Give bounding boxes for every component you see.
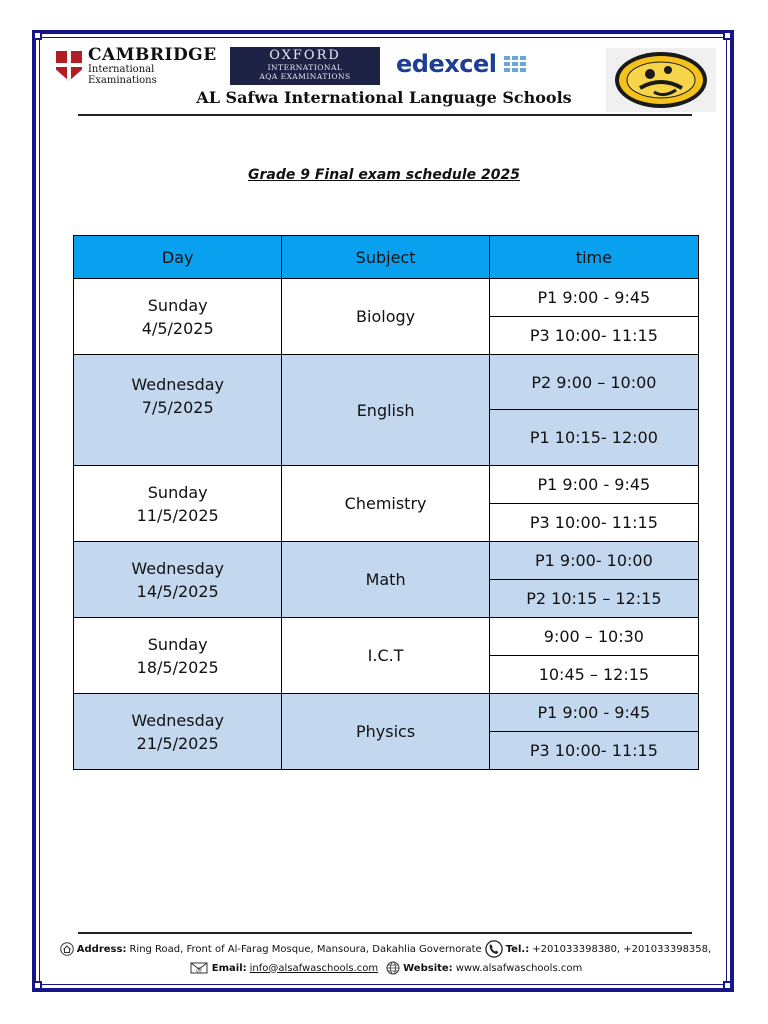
table-row [74, 355, 699, 410]
day-name: Sunday [147, 482, 208, 502]
time-cell: P1 9:00- 10:00 [489, 542, 698, 580]
day-name: Sunday [147, 295, 208, 315]
subject-cell: English [282, 355, 489, 466]
day-cell [74, 466, 282, 542]
oxford-logo-main: OXFORD [269, 48, 341, 63]
header-divider [78, 114, 692, 116]
time-cell: 9:00 – 10:30 [489, 618, 698, 656]
cambridge-logo-sub: International Examinations [87, 64, 157, 86]
day-date: 18/5/2025 [136, 657, 219, 677]
website-link[interactable]: www.alsafwaschools.com [455, 962, 583, 974]
table-row [74, 618, 699, 656]
day-cell [74, 694, 282, 770]
day-date: 14/5/2025 [136, 581, 219, 601]
page-title: Grade 9 Final exam schedule 2025 [248, 167, 520, 183]
day-name: Wednesday [131, 375, 225, 394]
edexcel-dots-icon [504, 56, 526, 72]
border-corner [33, 31, 42, 40]
school-name: AL Safwa International Language Schools [196, 88, 572, 107]
day-cell [74, 279, 282, 355]
address-label: Address: [76, 943, 127, 955]
email-label: Email: [211, 962, 247, 974]
column-header-day: Day [74, 236, 282, 279]
edexcel-logo-word: edexcel [396, 50, 497, 78]
oxford-logo-sub2: AQA EXAMINATIONS [259, 72, 351, 81]
day-date: 4/5/2025 [141, 318, 214, 338]
time-cell: P1 9:00 - 9:45 [489, 279, 698, 317]
time-cell: P3 10:00- 11:15 [489, 504, 698, 542]
exam-schedule-table [73, 235, 699, 770]
subject-cell: I.C.T [282, 618, 489, 694]
table-row [74, 542, 699, 580]
time-cell: P2 9:00 – 10:00 [489, 355, 698, 410]
border-corner [723, 981, 732, 990]
time-cell: P2 10:15 – 12:15 [489, 580, 698, 618]
footer-divider [78, 932, 692, 934]
border-corner [33, 981, 42, 990]
footer-contact-line [0, 940, 768, 958]
time-cell: 10:45 – 12:15 [489, 656, 698, 694]
table-row [74, 279, 699, 317]
day-cell [74, 618, 282, 694]
day-cell [74, 355, 282, 466]
day-name: Sunday [147, 634, 208, 654]
time-cell: P3 10:00- 11:15 [489, 732, 698, 770]
cambridge-logo-main: CAMBRIDGE [87, 45, 217, 65]
svg-text:@: @ [195, 967, 202, 974]
subject-cell: Biology [282, 279, 489, 355]
border-corner [723, 31, 732, 40]
globe-icon [386, 961, 400, 975]
day-name: Wednesday [131, 558, 225, 578]
day-date: 21/5/2025 [136, 733, 219, 753]
table-row [74, 466, 699, 504]
email-link[interactable]: info@alsafwaschools.com [249, 962, 379, 974]
website-label: Website: [403, 962, 453, 974]
time-cell: P1 9:00 - 9:45 [489, 694, 698, 732]
day-name: Wednesday [131, 710, 225, 730]
day-date: 7/5/2025 [141, 398, 214, 417]
cambridge-logo [56, 45, 226, 86]
column-header-time: time [489, 236, 698, 279]
subject-cell: Chemistry [282, 466, 489, 542]
phone-icon [485, 940, 503, 958]
time-cell: P1 10:15- 12:00 [489, 410, 698, 466]
tel-text: +201033398380, +201033398358, [532, 943, 712, 955]
time-cell: P3 10:00- 11:15 [489, 317, 698, 355]
home-icon [60, 942, 74, 956]
table-header-row [74, 236, 699, 279]
column-header-subject: Subject [282, 236, 489, 279]
edexcel-logo [396, 48, 601, 80]
address-text: Ring Road, Front of Al-Farag Mosque, Mansoura, Dakahlia Governorate [129, 943, 482, 955]
time-cell: P1 9:00 - 9:45 [489, 466, 698, 504]
tel-label: Tel.: [505, 943, 530, 955]
envelope-icon [189, 961, 209, 975]
day-cell [74, 542, 282, 618]
table-row [74, 694, 699, 732]
day-date: 11/5/2025 [136, 505, 219, 525]
footer-web-line [0, 961, 768, 975]
subject-cell: Math [282, 542, 489, 618]
oxford-logo-sub1: INTERNATIONAL [267, 63, 343, 72]
subject-cell: Physics [282, 694, 489, 770]
cambridge-shield-icon [56, 51, 82, 81]
oxford-aqa-logo [230, 47, 380, 85]
